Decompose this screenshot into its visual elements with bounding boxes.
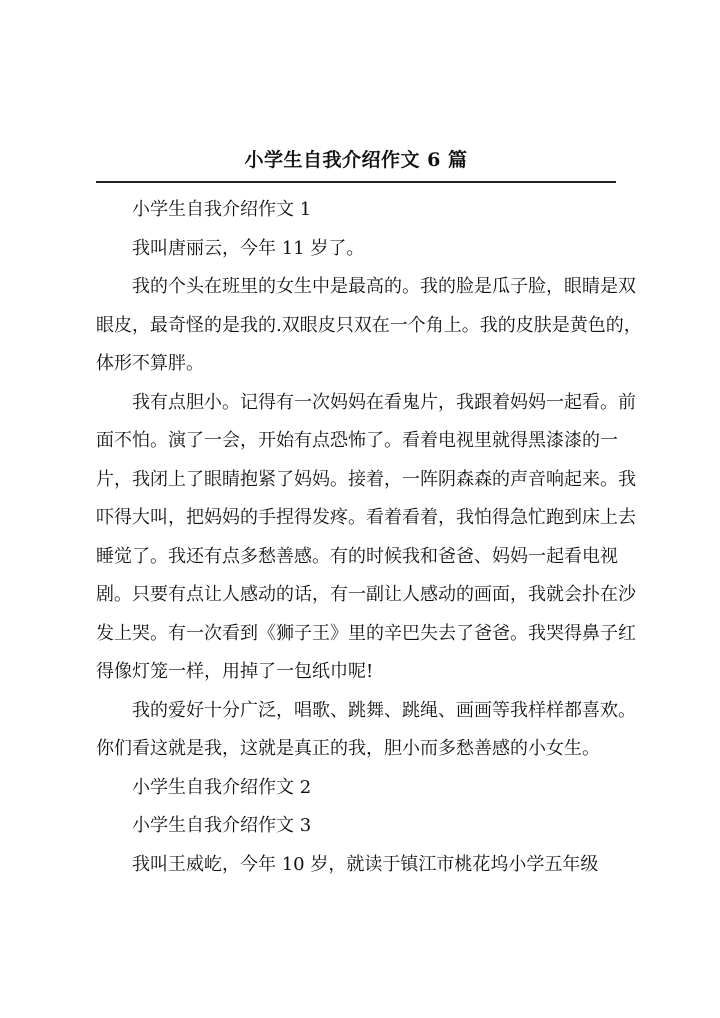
paragraph: 我叫王威屹，今年 10 岁，就读于镇江市桃花坞小学五年级 [132,853,599,875]
section-heading-3: 小学生自我介绍作文 3 [132,815,312,836]
section-heading-1: 小学生自我介绍作文 1 [132,199,312,220]
paragraph: 我的爱好十分广泛，唱歌、跳舞、跳绳、画画等我样样都喜欢。你们看这就是我，这就是真正的我，胆小而多愁善感的小女生。 [96,699,636,759]
document-title: 小学生自我介绍作文 6 篇 [244,149,468,171]
paragraph: 我有点胆小。记得有一次妈妈在看鬼片，我跟着妈妈一起看。前面不怕。演了一会，开始有点恐怖了。看着电视里就得黑漆漆的一片，我闭上了眼睛抱紧了妈妈。接着，一阵阴森森的声音响起来。我吓得大叫，把妈妈的手捏得发疼。看着看着，我怕得急忙跑到床上去睡觉了。我还有点多愁善感。有的时候我和爸爸、妈妈一起看电视剧。只要有点让人感动的话，有一副让人感动的画面，我就会扑在沙发上哭。有一次看到《狮子王》里的辛巴失去了爸爸。我哭得鼻子红得像灯笼一样，用掉了一包纸巾呢! [96,391,636,682]
section-heading-2: 小学生自我介绍作文 2 [132,776,312,798]
document-body [96,191,652,884]
paragraph: 我叫唐丽云，今年 11 岁了。 [132,237,365,259]
paragraph: 我的个头在班里的女生中是最高的。我的脸是瓜子脸，眼睛是双眼皮，最奇怪的是我的.双眼皮只双在一个角上。我的皮肤是黄色的，体形不算胖。 [96,276,642,374]
title-divider [96,181,616,183]
